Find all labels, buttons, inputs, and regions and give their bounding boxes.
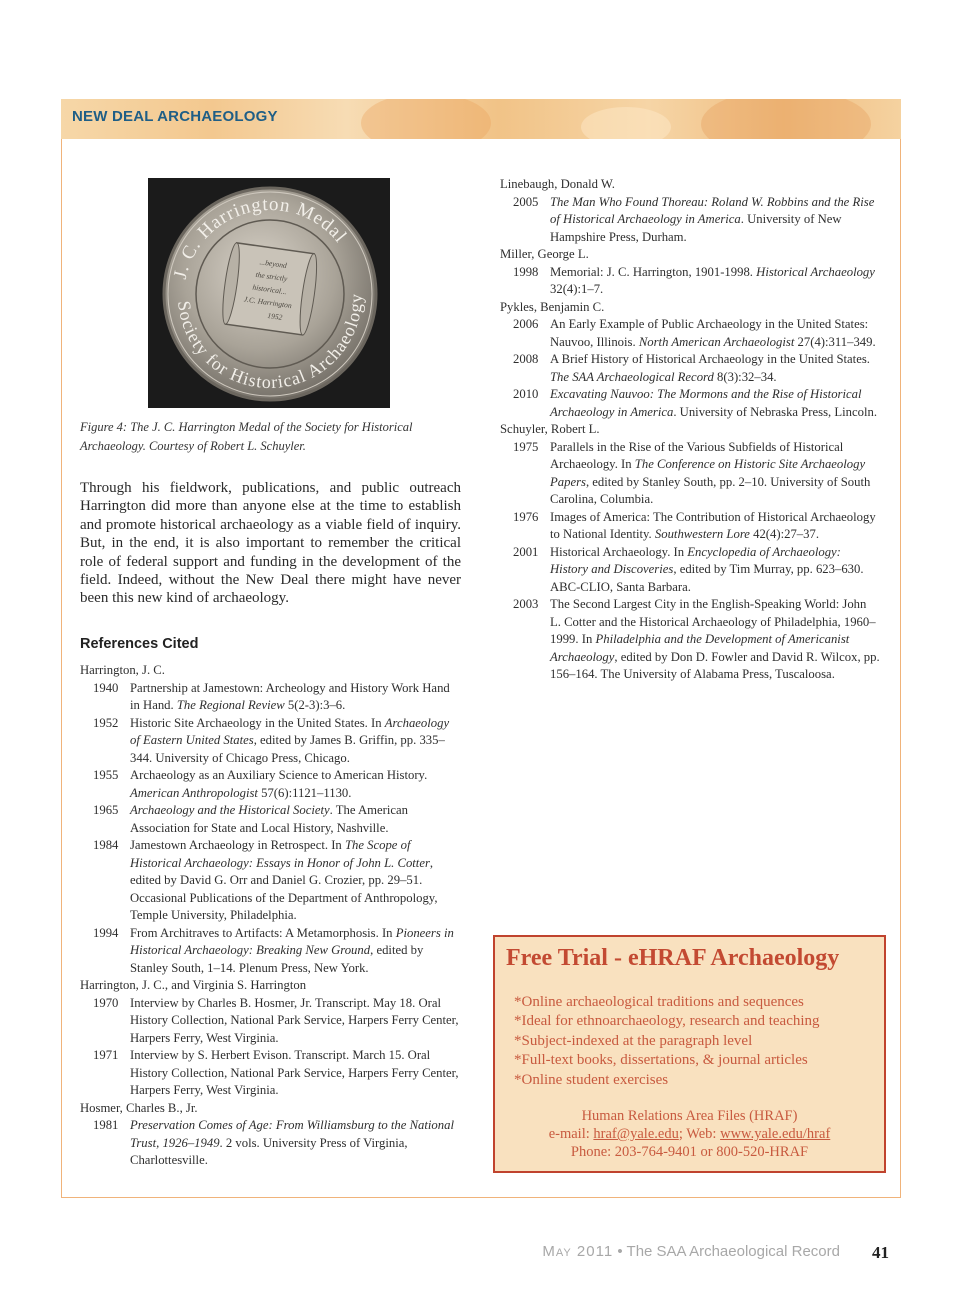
ad-bullet: *Full-text books, dissertations, & journal articles [514, 1052, 808, 1069]
reference-entry [80, 995, 460, 1048]
ad-web-label: ; Web: [678, 1126, 717, 1142]
reference-text: Interview by S. Herbert Evison. Transcript. March 15. Oral History Collection, National Park Service, Harpers Ferry Center, Harpers Ferry, West Virginia. [130, 1048, 459, 1097]
reference-entry [80, 802, 460, 837]
reference-year: 2010 [513, 387, 539, 401]
reference-entry [500, 439, 880, 509]
reference-text: Excavating Nauvoo: The Mormons and the Rise of Historical Archaeology in America. University of Nebraska Press, Lincoln. [550, 387, 877, 419]
svg-text:J. C. Harrington Medal: J. C. Harrington Medal [169, 193, 351, 282]
medal-photo [148, 178, 390, 408]
reference-year: 1975 [513, 439, 539, 454]
reference-year: 2001 [513, 544, 539, 559]
reference-entry [500, 194, 880, 247]
reference-text: Partnership at Jamestown: Archeology and History Work Hand in Hand. The Regional Review 5(2-3):3–6. [130, 680, 450, 712]
reference-text: Historical Archaeology. In Encyclopedia of Archaeology: History and Discoveries, edited by Tim Murray, pp. 623–630. ABC-CLIO, Santa Barbara. [550, 544, 864, 594]
reference-year: 1940 [93, 680, 119, 695]
footer-bullet: • [617, 1243, 623, 1260]
header-texture [701, 99, 871, 139]
reference-author: Harrington, J. C., and Virginia S. Harrington [80, 978, 307, 992]
reference-entry [80, 1047, 460, 1100]
references-right-column [500, 176, 880, 684]
reference-entry [500, 351, 880, 386]
reference-entry [80, 925, 460, 978]
reference-author: Hosmer, Charles B., Jr. [80, 1100, 198, 1115]
scroll-line: historical... [251, 282, 288, 297]
references-heading: References Cited [80, 636, 199, 652]
scroll-line: the strictly [255, 269, 288, 284]
ad-bullet: *Ideal for ethnoarchaeology, research and teaching [514, 1013, 820, 1030]
reference-text: An Early Example of Public Archaeology in the United States: Nauvoo, Illinois. North American Archaeologist 27(4):311–349. [550, 317, 876, 349]
reference-text: Archaeology and the Historical Society. The American Association for State and Local History, Nashville. [130, 803, 409, 835]
header-texture [361, 99, 491, 139]
figure-caption: Figure 4: The J. C. Harrington Medal of the Society for Historical Archaeology. Courtesy of Robert L. Schuyler. [80, 420, 413, 453]
reference-text: Parallels in the Rise of the Various Subfields of Historical Archaeology. In The Conference on Historic Site Archaeology Papers, edited by Stanley South, pp. 2–10. University of South Carolina, Columbia. [550, 439, 871, 506]
reference-year: 1984 [93, 838, 119, 852]
reference-author: Linebaugh, Donald W. [500, 177, 615, 191]
reference-text: The Man Who Found Thoreau: Roland W. Robbins and the Rise of Historical Archaeology in America. University of New Hampshire Press, Durham. [550, 194, 875, 244]
reference-entry [500, 596, 880, 684]
page-number: 41 [872, 1243, 889, 1262]
reference-entry [500, 509, 880, 544]
scroll-line: 1952 [266, 310, 283, 322]
reference-text: Memorial: J. C. Harrington, 1901-1998. Historical Archaeology 32(4):1–7. [550, 264, 875, 296]
reference-year: 1994 [93, 925, 119, 940]
scroll-line: J.C. Harrington [243, 294, 293, 311]
ad-contact [495, 1107, 884, 1161]
reference-entry [80, 680, 460, 715]
reference-text: Historic Site Archaeology in the United States. In Archaeology of Eastern United States, edited by James B. Griffin, pp. 335–344. University of Chicago Press, Chicago. [130, 715, 450, 765]
reference-year: 2003 [513, 597, 539, 611]
ad-phone: Phone: 203-764-9401 or 800-520-HRAF [570, 1144, 809, 1160]
reference-year: 1952 [93, 715, 119, 730]
reference-text: The Second Largest City in the English-Speaking World: John L. Cotter and the Historical Archaeology of Philadelphia, 1960–1999. In Philadelphia and the Development of Americanist Archaeology, edited by Don D. Fowler and David R. Wilcox, pp. 156–164. The University of Alabama Press, Tuscaloosa. [550, 597, 880, 681]
section-header-band [61, 99, 901, 139]
section-title: NEW DEAL ARCHAEOLOGY [72, 108, 278, 125]
reference-text: A Brief History of Historical Archaeology in the United States. The SAA Archaeological Record 8(3):32–34. [550, 352, 870, 384]
reference-year: 1998 [513, 264, 539, 279]
ad-bullet: *Online archaeological traditions and sequences [514, 994, 804, 1010]
reference-year: 1970 [93, 995, 119, 1010]
reference-author: Harrington, J. C. [80, 663, 165, 677]
reference-year: 1981 [93, 1118, 119, 1132]
reference-entry [500, 316, 880, 351]
ad-email-label: e-mail: [548, 1126, 590, 1142]
footer-journal: The SAA Archaeological Record [626, 1243, 840, 1260]
reference-year: 2005 [513, 194, 539, 209]
ad-org: Human Relations Area Files (HRAF) [581, 1108, 798, 1124]
ad-email-web-line [495, 1125, 884, 1143]
reference-text: Interview by Charles B. Hosmer, Jr. Transcript. May 18. Oral History Collection, National Park Service, Harpers Ferry Center, Harpers Ferry, West Virginia. [130, 995, 459, 1045]
scroll-line: ...beyond [259, 257, 288, 271]
reference-year: 1955 [93, 768, 119, 782]
body-paragraph: Through his fieldwork, publications, and public outreach Harrington did more than anyone else at the time to establish and promote historical archaeology as a viable field of inquiry. But, in the end, it is also important to remember the critical role of federal support and funding in the development of the field. Indeed, without the New Deal there might have never been this new kind of archaeology. [80, 480, 461, 607]
reference-author: Schuyler, Robert L. [500, 422, 600, 436]
ad-web-link[interactable]: www.yale.edu/hraf [720, 1126, 831, 1142]
reference-year: 2008 [513, 352, 539, 366]
reference-text: Preservation Comes of Age: From Williamsburg to the National Trust, 1926–1949. 2 vols. University Press of Virginia, Charlottesville. [130, 1118, 454, 1167]
reference-text: Jamestown Archaeology in Retrospect. In The Scope of Historical Archaeology: Essays in Honor of John L. Cotter, edited by David G. Orr and Daniel G. Crozier, pp. 29–51. Occasional Publications of the Department of Anthropology, Temple University, Philadelphia. [130, 838, 438, 922]
reference-entry [80, 767, 460, 802]
reference-entry [80, 715, 460, 768]
reference-text: From Architraves to Artifacts: A Metamorphosis. In Pioneers in Historical Archaeology: Breaking New Ground, edited by Stanley South, 1–14. Plenum Press, New York. [130, 925, 454, 975]
ad-bullet: *Online student exercises [514, 1071, 669, 1088]
reference-entry [500, 386, 880, 421]
page-footer [540, 1243, 840, 1260]
ehraf-advertisement [493, 935, 886, 1173]
svg-text:Society for Historical Archaeo: Society for Historical Archaeology [174, 292, 367, 393]
references-left-column [80, 662, 460, 1170]
medal-image [148, 178, 390, 408]
reference-text: Images of America: The Contribution of Historical Archaeology to National Identity. Southwestern Lore 42(4):27–37. [550, 509, 876, 541]
reference-year: 2006 [513, 317, 539, 331]
reference-text: Archaeology as an Auxiliary Science to American History. American Anthropologist 57(6):1121–1130. [130, 768, 428, 800]
reference-year: 1971 [93, 1048, 119, 1062]
footer-month: May 2011 [542, 1243, 614, 1260]
reference-entry [500, 544, 880, 597]
header-texture [581, 107, 671, 139]
ad-title: Free Trial - eHRAF Archaeology [506, 945, 840, 971]
reference-year: 1976 [513, 509, 539, 524]
reference-author: Miller, George L. [500, 247, 589, 261]
reference-entry [80, 1117, 460, 1170]
ad-bullet-list [514, 993, 820, 1090]
ad-email-link[interactable]: hraf@yale.edu [593, 1126, 679, 1142]
reference-author: Pykles, Benjamin C. [500, 299, 605, 314]
reference-entry [80, 837, 460, 925]
reference-year: 1965 [93, 803, 119, 817]
ad-bullet: *Subject-indexed at the paragraph level [514, 1032, 753, 1049]
reference-entry [500, 264, 880, 299]
